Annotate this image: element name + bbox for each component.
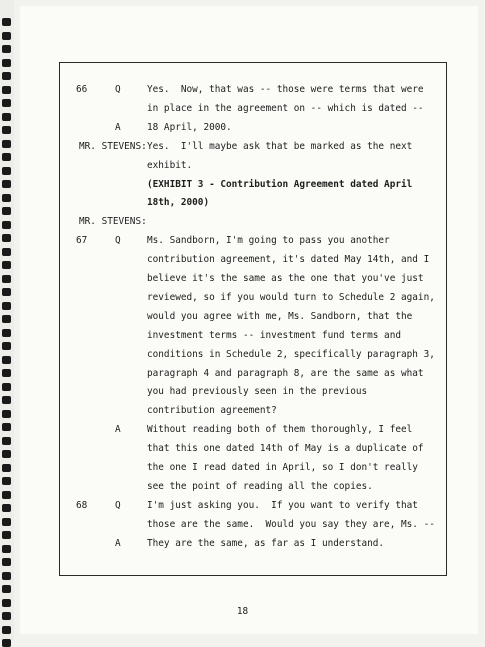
binding-ring (2, 167, 11, 175)
binding-ring (2, 45, 11, 53)
binding-ring (2, 369, 11, 377)
binding-ring (2, 504, 11, 512)
exhibit-note: 18th, 2000) (147, 197, 210, 209)
binding-ring (2, 450, 11, 458)
page-number: 18 (236, 606, 249, 617)
binding-ring (2, 99, 11, 107)
binding-ring (2, 140, 11, 148)
spiral-binding (0, 0, 14, 640)
binding-ring (2, 234, 11, 242)
binding-ring (2, 18, 11, 26)
binding-ring (2, 32, 11, 40)
speaker-name: MR. STEVENS: (79, 216, 147, 228)
binding-ring (2, 531, 11, 539)
binding-ring (2, 194, 11, 202)
binding-ring (2, 153, 11, 161)
binding-ring (2, 315, 11, 323)
binding-ring (2, 113, 11, 121)
binding-ring (2, 477, 11, 485)
binding-ring (2, 72, 11, 80)
transcript-text: believe it's the same as the one that you've just (147, 273, 424, 284)
binding-ring (2, 545, 11, 553)
question-number: 66 (76, 84, 88, 95)
transcript-text: conditions in Schedule 2, specifically paragraph 3, (147, 348, 435, 360)
transcript-text: They are the same, as far as I understand. (147, 537, 385, 549)
speaker-mark: Q (115, 235, 121, 247)
transcript-text: Ms. Sandborn, I'm going to pass you another (147, 235, 390, 247)
binding-ring (2, 126, 11, 134)
transcript-text: investment terms -- investment fund terms and (147, 329, 401, 341)
binding-ring (2, 585, 11, 593)
binding-ring (2, 437, 11, 445)
transcript-text: I'm just asking you. If you want to verify that (147, 499, 418, 511)
binding-ring (2, 558, 11, 566)
transcript-text: exhibit. (147, 159, 193, 171)
question-number: 68 (76, 499, 88, 511)
transcript-text: 18 April, 2000. (147, 121, 232, 133)
binding-ring (2, 639, 11, 647)
binding-ring (2, 59, 11, 67)
speaker-mark: A (115, 537, 121, 549)
binding-ring (2, 329, 11, 337)
speaker-mark: A (115, 121, 121, 133)
binding-ring (2, 626, 11, 634)
transcript-text: the one I read dated in April, so I don't really (147, 462, 418, 473)
transcript-text: you had previously seen in the previous (147, 386, 368, 398)
speaker-mark: Q (115, 84, 121, 95)
transcript-text: see the point of reading all the copies. (147, 480, 373, 492)
binding-ring (2, 248, 11, 256)
binding-ring (2, 410, 11, 418)
binding-ring (2, 180, 11, 188)
binding-ring (2, 86, 11, 94)
transcript-text: contribution agreement? (147, 405, 277, 417)
transcript-text: Yes. I'll maybe ask that be marked as the next (147, 140, 413, 152)
binding-ring (2, 518, 11, 526)
transcript-text: those are the same. Would you say they are, Ms. -- (147, 518, 435, 530)
speaker-name: MR. STEVENS: (79, 140, 147, 152)
binding-ring (2, 464, 11, 472)
binding-ring (2, 342, 11, 350)
binding-ring (2, 275, 11, 283)
binding-ring (2, 207, 11, 215)
transcript-text: paragraph 4 and paragraph 8, are the same as what (147, 367, 424, 379)
transcript-text: contribution agreement, it's dated May 14th, and I (147, 254, 430, 266)
binding-ring (2, 221, 11, 229)
exhibit-note: (EXHIBIT 3 - Contribution Agreement dated April (147, 178, 413, 190)
transcript-text: in place in the agreement on -- which is dated -- (147, 102, 424, 114)
binding-ring (2, 572, 11, 580)
binding-ring (2, 302, 11, 310)
binding-ring (2, 423, 11, 431)
transcript-text: that this one dated 14th of May is a duplicate of (147, 443, 424, 455)
binding-ring (2, 383, 11, 391)
transcript-text: would you agree with me, Ms. Sandborn, that the (147, 310, 413, 322)
binding-ring (2, 288, 11, 296)
speaker-mark: A (115, 424, 121, 436)
transcript-text: reviewed, so if you would turn to Schedule 2 again, (147, 291, 435, 303)
binding-ring (2, 396, 11, 404)
binding-ring (2, 261, 11, 269)
transcript-text: Without reading both of them thoroughly, I feel (147, 424, 413, 436)
speaker-mark: Q (115, 499, 121, 511)
binding-ring (2, 491, 11, 499)
transcript-text: Yes. Now, that was -- those were terms that were (147, 84, 424, 95)
question-number: 67 (76, 235, 88, 247)
binding-ring (2, 356, 11, 364)
